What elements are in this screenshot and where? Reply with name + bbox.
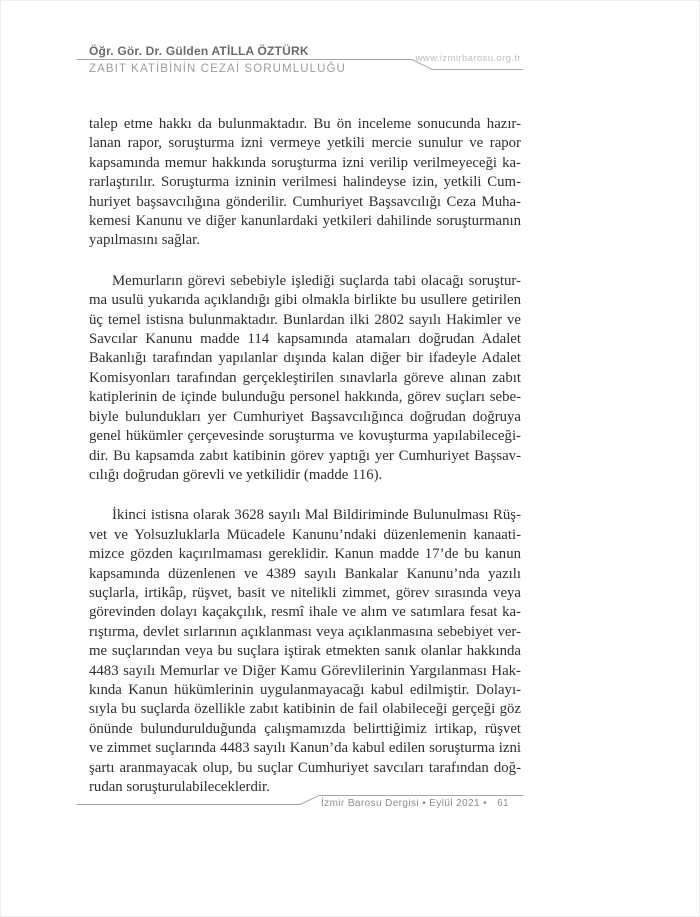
text-line: yapılmasını sağlar.	[89, 232, 200, 249]
text-line: İkinci istisna olarak 3628 sayılı Mal Bildiriminde Bulunulması Rüş-	[112, 507, 521, 524]
text-line: vet ve Yolsuzluklarla Mücadele Kanunu’ndaki düzenlemenin kanaati-	[89, 526, 521, 543]
paragraph	[89, 272, 521, 485]
text-line: dir. Bu kapsamda zabıt katibinin görev yaptığı yer Cumhuriyet Başsav-	[89, 447, 521, 464]
author-name: Öğr. Gör. Dr. Gülden ATİLLA ÖZTÜRK	[89, 44, 309, 58]
paragraph	[89, 506, 521, 797]
article-title: ZABIT KATİBİNİN CEZAİ SORUMLULUĞU	[89, 63, 346, 75]
body-text	[89, 115, 521, 797]
text-line: Bakanlığı tarafından yapılanlar dışında kalan diğer bir ifadeyle Adalet	[89, 350, 521, 367]
text-line: 4483 sayılı Memurlar ve Diğer Kamu Görevlilerinin Yargılanması Hak-	[89, 662, 521, 679]
text-line: talep etme hakkı da bulunmaktadır. Bu ön inceleme sonucunda hazır-	[89, 116, 521, 132]
text-line: cılığı doğrudan görevli ve yetkilidir (madde 116).	[89, 466, 383, 483]
text-line: genel hükümler çerçevesinde soruşturma ve kovuşturma yapılabileceği-	[89, 428, 521, 445]
text-line: üç temel istisna bulunmaktadır. Bunlardan ilki 2802 sayılı Hakimler ve	[89, 311, 521, 328]
text-line: rudan soruşturulabileceklerdir.	[89, 779, 270, 795]
text-line: ve zimmet suçlarında 4483 sayılı Kanun’da kabul edilen soruşturma izni	[89, 740, 521, 757]
text-line: Komisyonları tarafından gerçekleştirilen sınavlarla göreve alınan zabıt	[89, 369, 521, 386]
text-line: mizce gözden kaçırılmaması gereklidir. Kanun madde 17’de bu kanun	[89, 546, 521, 563]
website-url: www.izmirbarosu.org.tr	[415, 53, 521, 64]
text-line: önünde bulundurulduğunda çalışmamızda belirttiğimiz irtikap, rüşvet	[89, 720, 521, 737]
text-line: katiplerinin de içinde bulunduğu personel hakkında, görev suçları sebe-	[89, 389, 521, 406]
text-line: rıştırma, devlet sırlarının açıklanması veya açıklanmasına sebebiyet ver-	[89, 623, 521, 640]
text-line: biyle bulundukları yer Cumhuriyet Başsavcılığınca doğrudan doğruya	[89, 408, 521, 425]
text-line: kapsamında düzenlenen ve 4389 sayılı Bankalar Kanunu’nda yazılı	[89, 565, 521, 582]
text-line: lanan rapor, soruşturma izni vermeye yetkili mercie sunulur ve rapor	[89, 135, 521, 152]
footer-page-number: 61	[497, 798, 509, 809]
text-line: Memurların görevi sebebiyle işlediği suçlarda tabi olacağı soruştur-	[112, 272, 521, 289]
text-line: kemesi Kanunu ve diğer kanunlardaki yetkileri dahilinde soruşturmanın	[89, 213, 521, 230]
text-line: huriyet başsavcılığına gönderilir. Cumhuriyet Başsavcılığı Ceza Muha-	[89, 193, 521, 210]
footer	[321, 798, 509, 809]
text-line: rarlaştırılır. Soruşturma izninin verilmesi halindeyse izin, yetkili Cum-	[89, 174, 521, 191]
text-line: ma usulü yukarıda açıklandığı gibi olmakla birlikte bu usullere getirilen	[89, 292, 521, 309]
text-line: görevinden dolayı kaçakçılık, resmî ihale ve alım ve satımlara fesat ka-	[89, 604, 521, 621]
text-line: sıyla bu suçlarda özellikle zabıt katibinin de fail olabileceği gerçeği göz	[89, 701, 521, 718]
paragraph	[89, 115, 521, 251]
footer-journal-info: İzmir Barosu Dergisi • Eylül 2021 •	[321, 798, 488, 809]
text-line: kında Kanun hükümlerinin uygulanmayacağı kabul edilmiştir. Dolayı-	[89, 681, 521, 698]
text-line: me suçlarından veya bu suçlara iştirak etmekten sanık olanlar hakkında	[89, 643, 521, 660]
text-line: suçlarla, irtikâp, rüşvet, basit ve nitelikli zimmet, görev sırasında veya	[89, 584, 521, 601]
text-line: şartı aranmayacak olup, bu suçlar Cumhuriyet savcıları tarafından doğ-	[89, 759, 521, 776]
text-line: kapsamında memur hakkında soruşturma izni verilip verilmeyeceği ka-	[89, 154, 521, 171]
text-line: Savcılar Kanunu madde 114 kapsamında atamaları doğrudan Adalet	[89, 331, 521, 348]
